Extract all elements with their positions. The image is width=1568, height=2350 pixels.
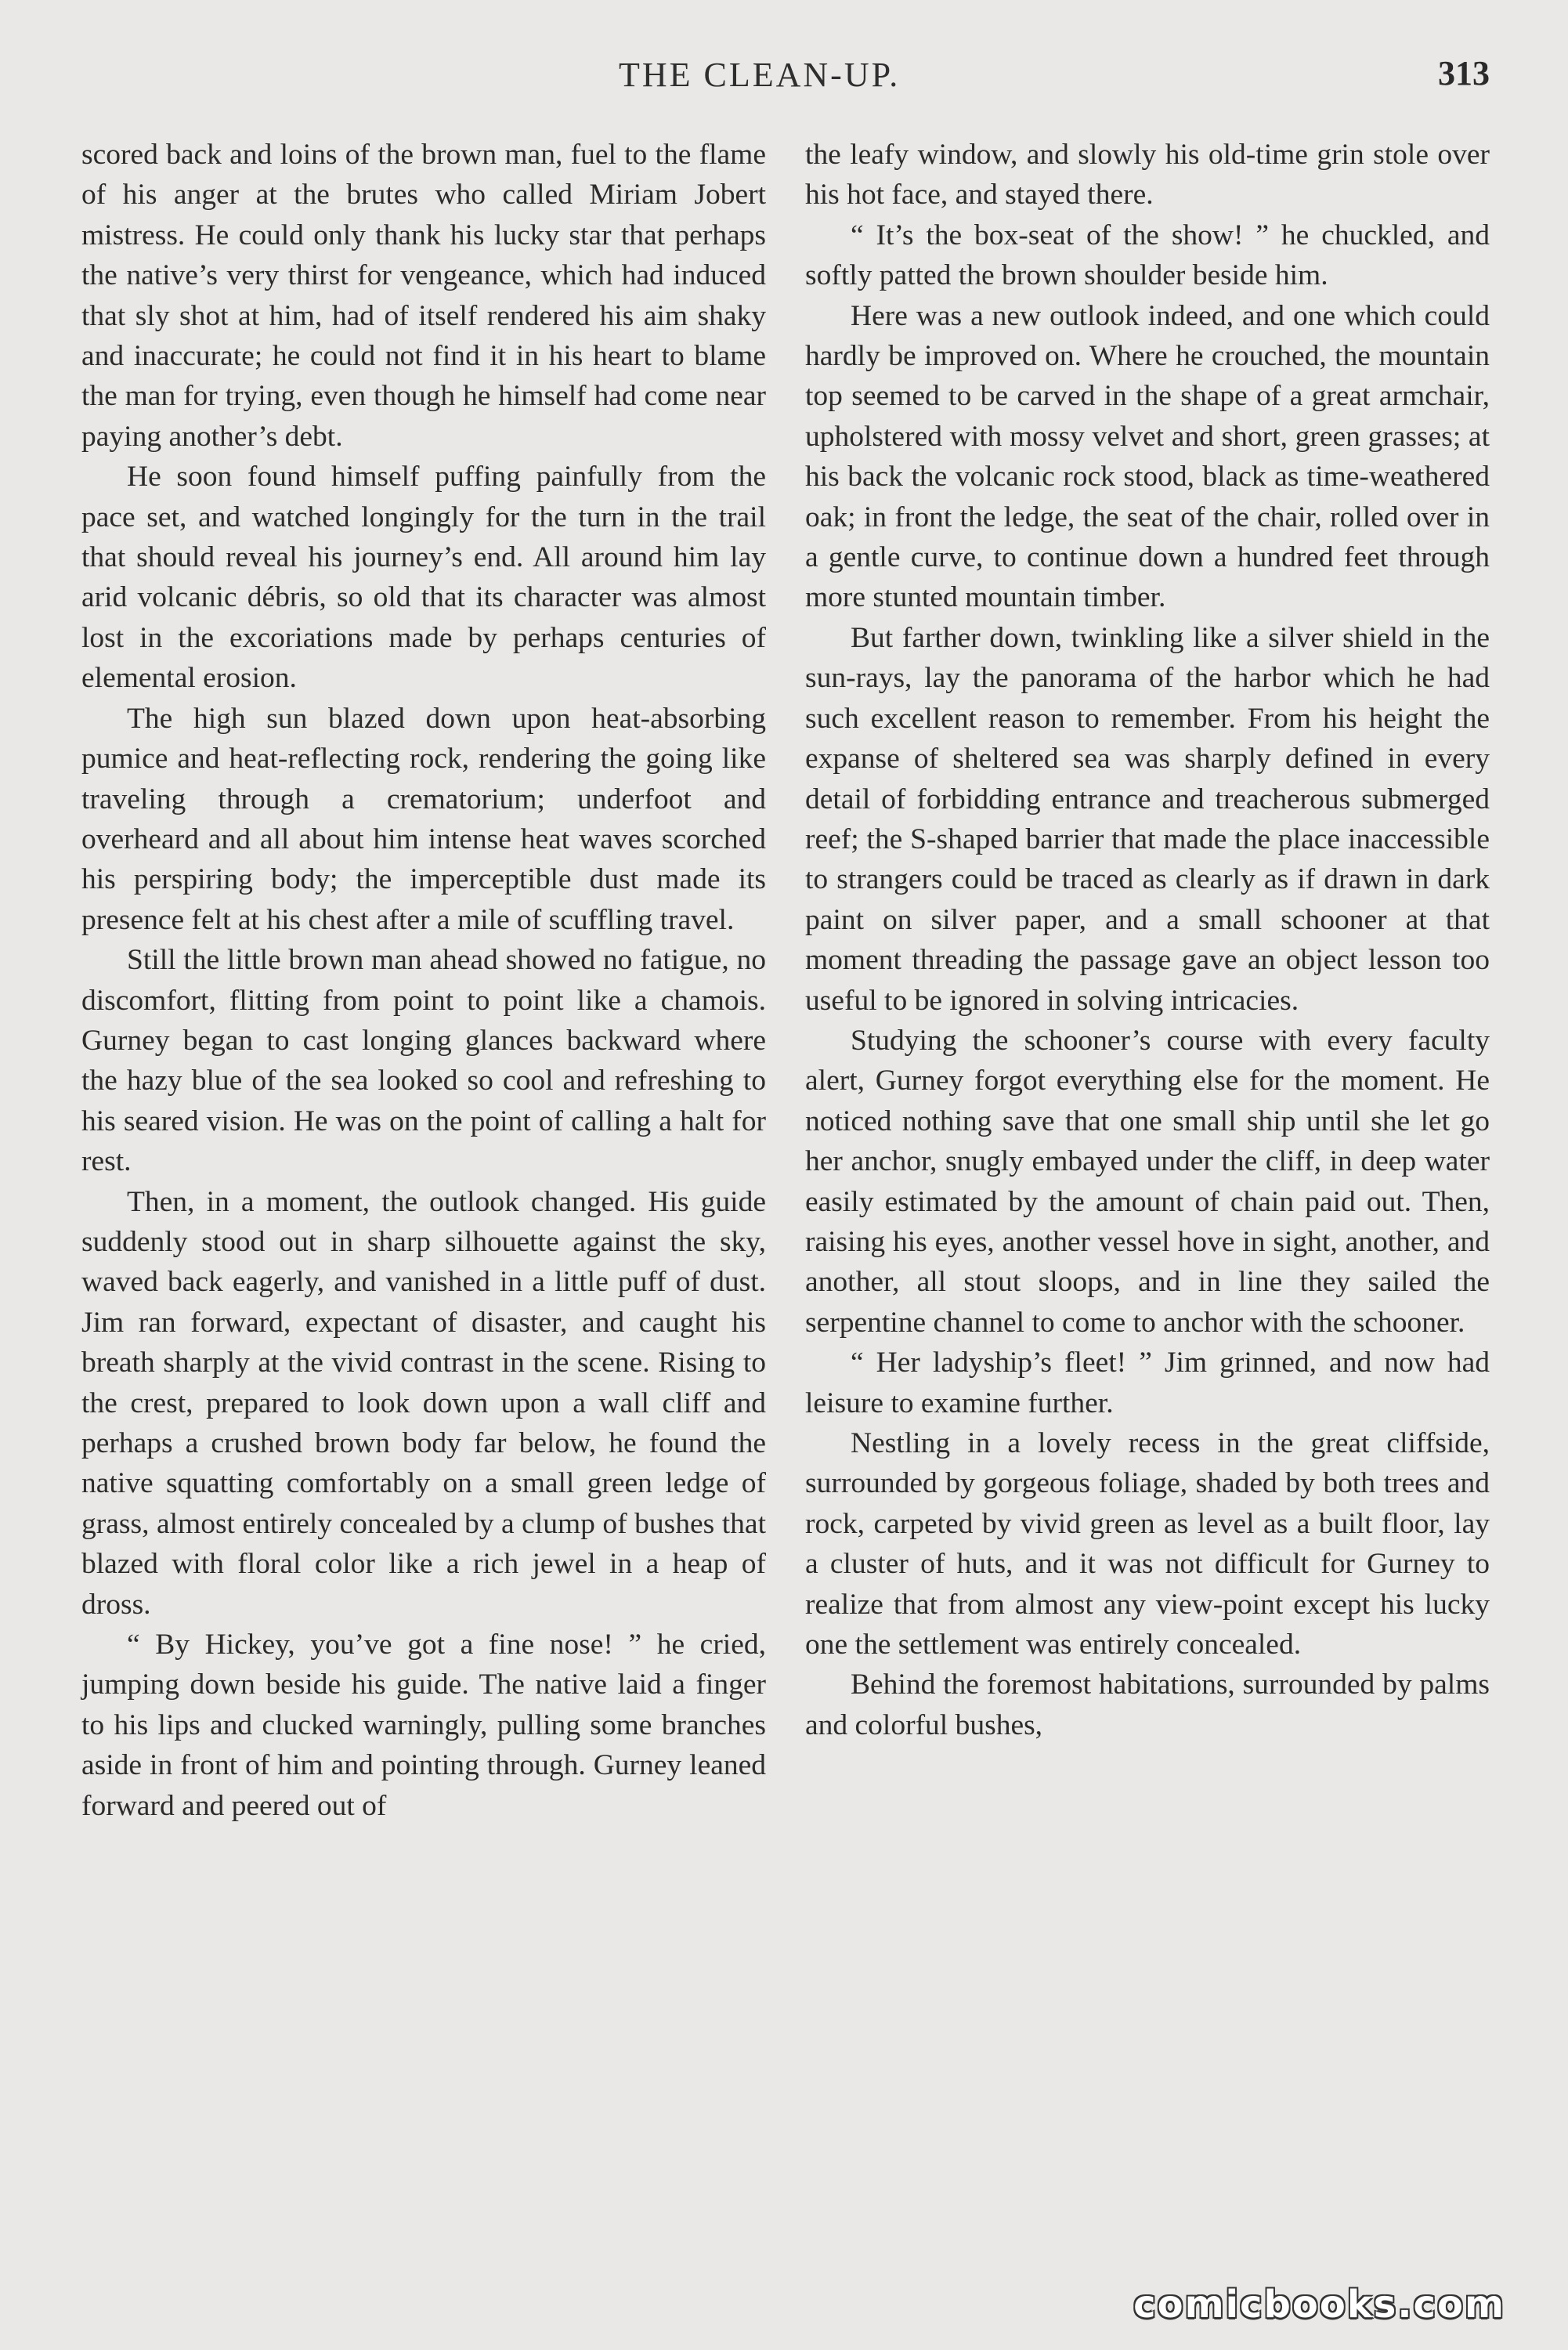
right-column	[805, 135, 1490, 1745]
paragraph: Then, in a moment, the outlook changed. His guide suddenly stood out in sharp silhouette against the sky, waved back eagerly, and vanished in a little puff of dust. Jim ran forward, expectant of disaster, and caught his breath sharply at the vivid contrast in the scene. Rising to the crest, prepared to look down upon a wall cliff and perhaps a crushed brown body far below, he found the native squatting comfortably on a small green ledge of grass, almost entirely concealed by a clump of bushes that blazed with floral color like a rich jewel in a heap of dross.	[81, 1185, 766, 1621]
left-column	[81, 135, 766, 1826]
paragraph: He soon found himself puffing painfully from the pace set, and watched longingly for the turn in the trail that should reveal his journey’s end. All around him lay arid volcanic débris, so old that its character was almost lost in the excoriations made by perhaps centuries of elemental erosion.	[81, 461, 766, 695]
running-head	[0, 55, 1568, 102]
paragraph: Still the little brown man ahead showed no fatigue, no discomfort, flitting from point to point like a chamois. Gurney began to cast longing glances backward where the hazy blue of the sea looked so cool and refreshing to his seared vision. He was on the point of calling a halt for rest.	[81, 944, 766, 1178]
paragraph: the leafy window, and slowly his old-time grin stole over his hot face, and stayed there.	[805, 139, 1490, 212]
paragraph: scored back and loins of the brown man, fuel to the flame of his anger at the brutes who called Miriam Jobert mistress. He could only thank his lucky star that perhaps the native’s very thirst for vengeance, which had induced that sly shot at him, had of itself rendered his aim shaky and inaccurate; he could not find it in his heart to blame the man for trying, even though he himself had come near paying another’s debt.	[81, 139, 766, 453]
paragraph: Nestling in a lovely recess in the great cliffside, surrounded by gorgeous foliage, shaded by both trees and rock, carpeted by vivid green as level as a built floor, lay a cluster of huts, and it was not difficult for Gurney to realize that from almost any view-point except his lucky one the settlement was entirely concealed.	[805, 1427, 1490, 1661]
running-title: THE CLEAN-UP.	[619, 56, 901, 94]
watermark-logo: comicbooks.com	[1133, 2283, 1505, 2326]
paragraph: Behind the foremost habitations, surrounded by palms and colorful bushes,	[805, 1668, 1490, 1741]
paragraph: Here was a new outlook indeed, and one which could hardly be improved on. Where he crouched, the mountain top seemed to be carved in the shape of a great armchair, upholstered with mossy velvet and short, green grasses; at his back the volcanic rock stood, black as time-weathered oak; in front the ledge, the seat of the chair, rolled over in a gentle curve, to continue down a hundred feet through more stunted mountain timber.	[805, 299, 1490, 614]
paragraph: Studying the schooner’s course with every faculty alert, Gurney forgot everything else for the moment. He noticed nothing save that one small ship until she let go her anchor, snugly embayed under the cliff, in deep water easily estimated by the amount of chain paid out. Then, raising his eyes, another vessel hove in sight, another, and another, all stout sloops, and in line they sailed the serpentine channel to come to anchor with the schooner.	[805, 1024, 1490, 1339]
paragraph: But farther down, twinkling like a silver shield in the sun-rays, lay the panorama of the harbor which he had such excellent reason to remember. From his height the expanse of sheltered sea was sharply defined in every detail of forbidding entrance and treacherous submerged reef; the S-shaped barrier that made the place inaccessible to strangers could be traced as clearly as if drawn in dark paint on silver paper, and a small schooner at that moment threading the passage gave an object lesson too useful to be ignored in solving intricacies.	[805, 621, 1490, 1017]
paragraph: “ Her ladyship’s fleet! ” Jim grinned, and now had leisure to examine further.	[805, 1347, 1490, 1419]
paragraph: “ By Hickey, you’ve got a fine nose! ” he cried, jumping down beside his guide. The native laid a finger to his lips and clucked warningly, pulling some branches aside in front of him and pointing through. Gurney leaned forward and peered out of	[81, 1629, 766, 1822]
page-number: 313	[1438, 54, 1490, 92]
paragraph: The high sun blazed down upon heat-absorbing pumice and heat-reflecting rock, rendering the going like traveling through a crematorium; underfoot and overheard and all about him intense heat waves scorched his perspiring body; the imperceptible dust made its presence felt at his chest after a mile of scuffling travel.	[81, 702, 766, 936]
paragraph: “ It’s the box-seat of the show! ” he chuckled, and softly patted the brown shoulder beside him.	[805, 219, 1490, 292]
